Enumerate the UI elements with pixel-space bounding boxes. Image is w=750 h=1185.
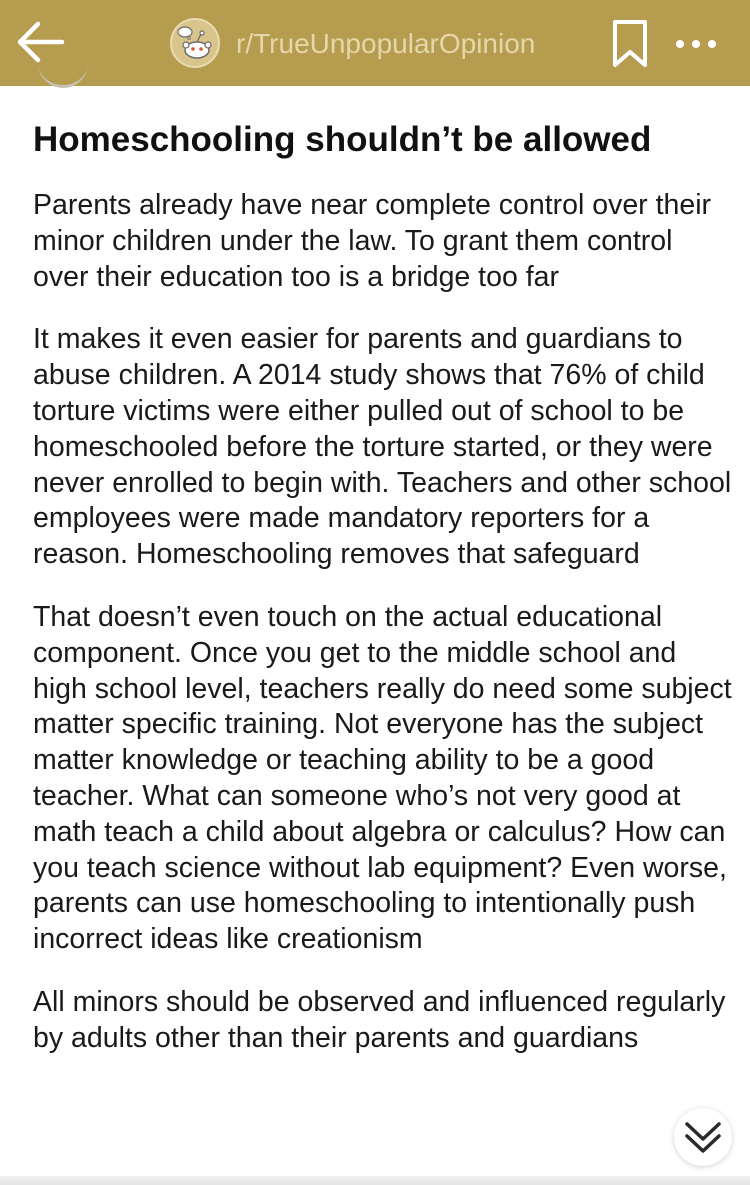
subreddit-avatar[interactable] (170, 18, 220, 68)
post-paragraph: Parents already have near complete control over their minor children under the law. To grant them control over their education too is a bridge too far (33, 189, 712, 293)
subreddit-avatar-icon (172, 20, 218, 66)
post-paragraph: All minors should be observed and influenced regularly by adults other than their parents and guardians (33, 985, 726, 1054)
subreddit-name[interactable]: r/TrueUnpopularOpinion (236, 28, 536, 59)
post-paragraph: That doesn’t even touch on the actual educational component. Once you get to the middle school and high school level, teachers really do need some subject matter specific training. Not everyone has the subject matter knowledge or teaching ability to be a good teacher. What can someone who’s not very good at math teach a child about algebra or calculus? How can you teach science without lab equipment? Even worse, parents can use homeschooling to intentionally push incorrect ideas like creationism (33, 600, 732, 956)
more-options-button[interactable] (672, 26, 720, 62)
post-title: Homeschooling shouldn’t be allowed (33, 120, 652, 159)
double-chevron-down-icon (674, 1108, 732, 1166)
post-body (33, 188, 733, 1084)
scroll-to-next-button[interactable] (674, 1108, 732, 1166)
top-bar (0, 0, 750, 86)
post-paragraph: It makes it even easier for parents and guardians to abuse children. A 2014 study shows that 76% of child torture victims were either pulled out of school to be homeschooled before the torture started, or they were never enrolled to begin with. Teachers and other school employees were made mandatory reporters for a reason. Homeschooling removes that safeguard (33, 323, 732, 571)
more-dots-icon (672, 26, 720, 62)
bookmark-button[interactable] (610, 18, 650, 70)
bookmark-icon (610, 18, 650, 70)
bottom-edge (0, 1176, 750, 1185)
